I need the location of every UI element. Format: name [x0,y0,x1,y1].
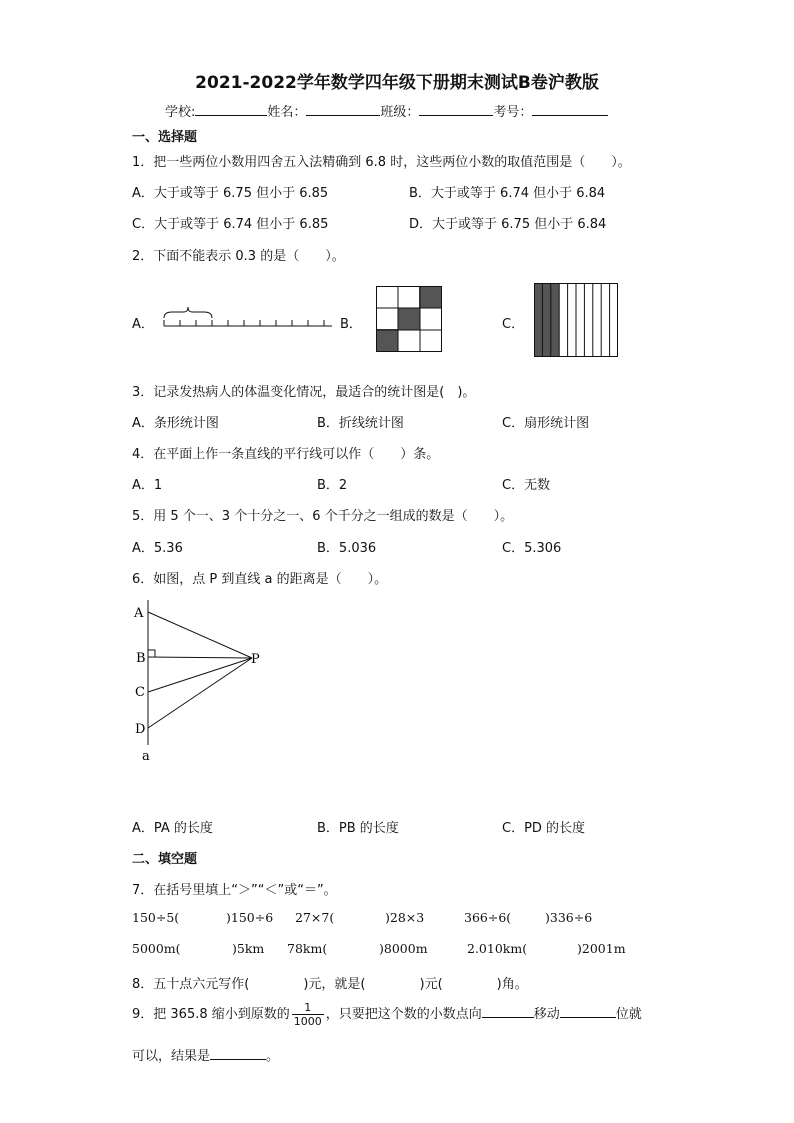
q7-row2-item3-left: 2.010km( [467,941,528,956]
ruler-figure [160,306,335,330]
label-line-a: a [142,749,150,764]
q4-option-c[interactable]: C．无数 [502,478,551,493]
segment-pd [148,658,252,728]
q9-blank-places[interactable] [560,1005,616,1018]
distance-figure [130,600,270,770]
q9-part2: ，只要把这个数的小数点向 [325,1007,482,1022]
q4-option-a[interactable]: A．1 [132,478,163,493]
q7-row1-item3-right: )336÷6 [545,910,593,925]
q8-part2: )元，就是( [303,977,366,992]
q9-part4: 位就 [615,1007,642,1022]
q1-option-a[interactable]: A．大于或等于 6.75 但小于 6.85 [132,186,329,201]
question-9-line2 [132,1045,279,1064]
q3-option-c[interactable]: C．扇形统计图 [502,416,590,431]
question-5: 5．用 5 个一、3 个十分之一、6 个千分之一组成的数是（ ）。 [132,509,514,524]
q7-row1-item3-left: 366÷6( [464,910,512,925]
ruler-ticks [164,320,324,326]
school-label: 学校: [165,105,196,120]
name-label: 姓名： [267,105,307,120]
q5-option-b[interactable]: B．5.036 [317,541,377,556]
question-9 [132,1001,642,1028]
page-title: 2021-2022学年数学四年级下册期末测试B卷沪教版 [195,73,599,93]
q6-option-a[interactable]: A．PA 的长度 [132,821,213,836]
label-d-point: D [135,722,146,737]
q6-option-c[interactable]: C．PD 的长度 [502,821,586,836]
label-p-point: P [251,652,260,667]
q2-option-a[interactable]: A． [132,317,154,332]
q7-row1-item2-left: 27×7( [295,910,335,925]
q1-option-d[interactable]: D．大于或等于 6.75 但小于 6.84 [409,217,607,232]
q5-option-a[interactable]: A．5.36 [132,541,183,556]
q7-row1-item2-right: )28×3 [385,910,425,925]
section-heading-fill: 二、填空题 [132,852,198,867]
segment-pa [148,612,252,658]
right-angle-mark [148,650,155,657]
q7-row2-item1-left: 5000m( [132,941,181,956]
question-4: 4．在平面上作一条直线的平行线可以作（ ）条。 [132,447,440,462]
label-a-point: A [134,606,144,621]
question-3: 3．记录发热病人的体温变化情况，最适合的统计图是( )。 [132,385,476,400]
q8-part4: )角。 [496,977,528,992]
school-blank[interactable] [195,103,267,116]
q9-blank-result[interactable] [210,1047,266,1060]
columns-figure [534,283,618,358]
student-info-row [165,101,608,120]
q2-option-b[interactable]: B． [340,317,362,332]
q7-row2-item1-right: )5km [232,941,265,956]
q9-part1: 9．把 365.8 缩小到原数的 [132,1007,290,1022]
q2-option-c[interactable]: C． [502,317,525,332]
class-blank[interactable] [419,103,493,116]
question-6: 6．如图，点 P 到直线 a 的距离是（ ）。 [132,572,388,587]
section-heading-choice: 一、选择题 [132,130,198,145]
q1-option-c[interactable]: C．大于或等于 6.74 但小于 6.85 [132,217,329,232]
number-blank[interactable] [532,103,608,116]
q3-option-b[interactable]: B．折线统计图 [317,416,404,431]
q9-blank-direction[interactable] [482,1005,534,1018]
q9-part3: 移动 [533,1007,560,1022]
class-label: 班级： [380,105,420,120]
label-b-point: B [136,651,146,666]
q8-part3: )元( [419,977,443,992]
name-blank[interactable] [306,103,380,116]
number-label: 考号： [493,105,533,120]
q9-line2-text: 可以，结果是 [132,1049,211,1064]
q4-option-b[interactable]: B．2 [317,478,348,493]
q7-row2-item2-right: )8000m [379,941,428,956]
q1-option-b[interactable]: B．大于或等于 6.74 但小于 6.84 [409,186,606,201]
q7-row2-item3-right: )2001m [577,941,626,956]
brace-mark [164,307,212,318]
q8-part1: 8．五十点六元写作( [132,977,250,992]
q9-line2-end: 。 [266,1049,280,1064]
fraction-denominator: 1000 [293,1015,322,1028]
fraction-numerator: 1 [292,1001,324,1015]
q3-option-a[interactable]: A．条形统计图 [132,416,219,431]
segment-pc [148,658,252,692]
q7-row1-item1-left: 150÷5( [132,910,180,925]
q7-row2-item2-left: 78km( [287,941,328,956]
question-8 [132,973,528,992]
question-7: 7．在括号里填上“＞”“＜”或“＝”。 [132,883,337,898]
question-1: 1．把一些两位小数用四舍五入法精确到 6.8 时，这些两位小数的取值范围是（ ）。 [132,155,631,170]
q6-option-b[interactable]: B．PB 的长度 [317,821,399,836]
grid-figure [376,286,442,352]
q5-option-c[interactable]: C．5.306 [502,541,562,556]
label-c-point: C [135,685,145,700]
fraction [292,1001,324,1028]
segment-pb [148,657,252,658]
question-2: 2．下面不能表示 0.3 的是（ ）。 [132,249,345,264]
q7-row1-item1-right: )150÷6 [226,910,274,925]
